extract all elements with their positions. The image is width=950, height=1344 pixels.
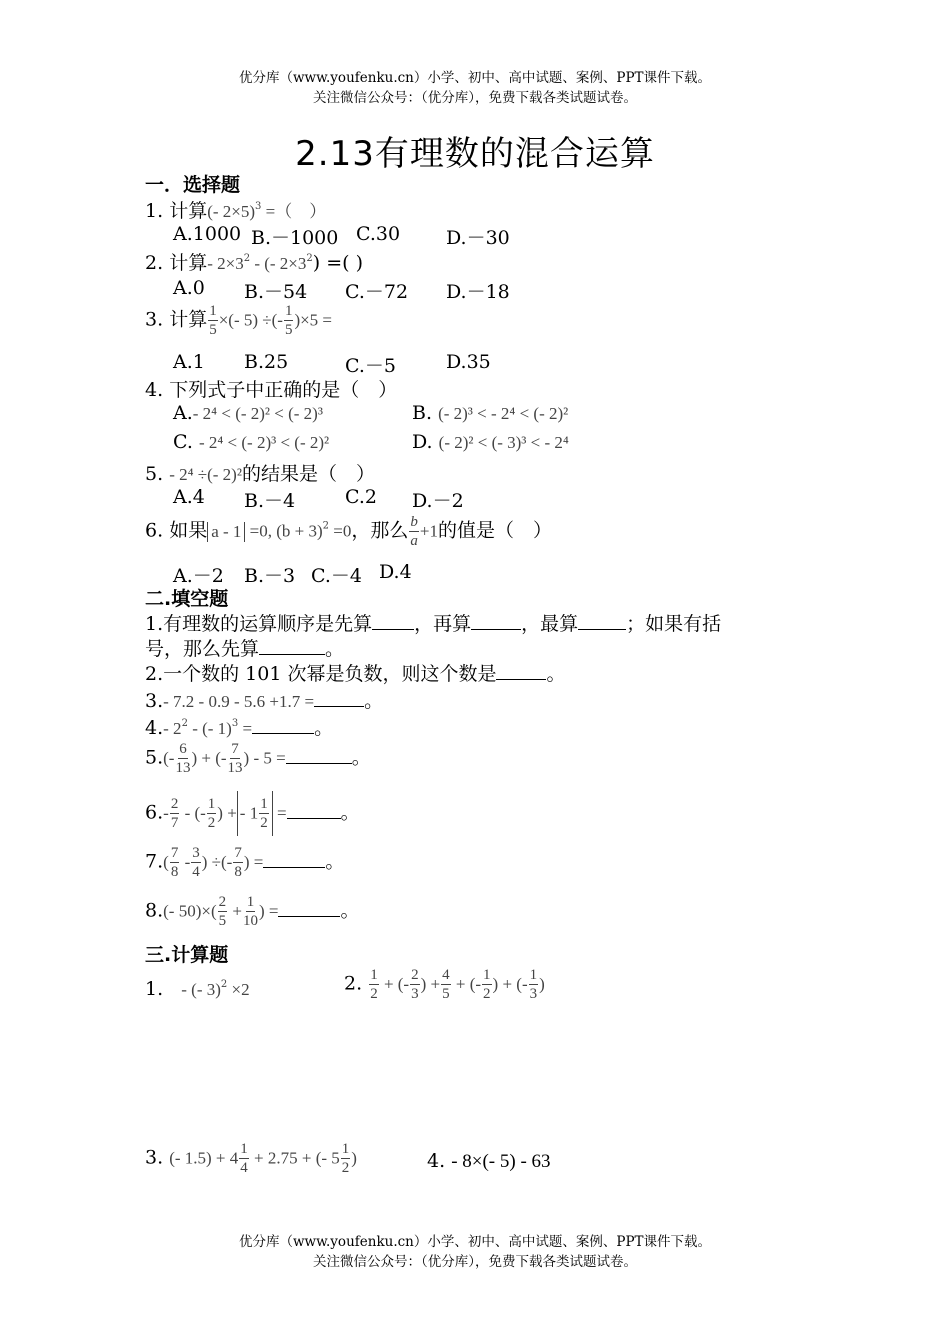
- question-number: 3.: [145, 308, 164, 331]
- calc-problem-4: 4. - 8×(- 5) - 63: [427, 1150, 551, 1172]
- absolute-value: - 1 $\frac{1}{2}$: [237, 791, 273, 836]
- q3-option-a: A.1: [173, 351, 205, 373]
- exponent: 3: [255, 201, 262, 212]
- answer-blank[interactable]: [259, 638, 325, 655]
- math-expression: - (- 2×3: [250, 254, 307, 273]
- question-text: 计算: [169, 200, 208, 222]
- fraction: $\frac{1}{2}$: [260, 796, 268, 831]
- math-tail: ) =( ): [312, 252, 364, 274]
- header-line-1: 优分库（www.youfenku.cn）小学、初中、高中试题、案例、PPT课件下载。: [238, 70, 712, 86]
- calc-problem-3: 3. (- 1.5) + 4 $\frac{1}{4}$ + 2.75 + (- 5 $\frac{1}{2}$ ): [145, 1141, 357, 1176]
- answer-blank[interactable]: [578, 613, 626, 630]
- q6-option-c: C.－4: [311, 565, 362, 587]
- q6-option-b: B.－3: [244, 565, 296, 587]
- header-line-2: 关注微信公众号：（优分库），免费下载各类试题试卷。: [313, 90, 637, 106]
- fraction: $\frac{1}{2}$: [370, 967, 378, 1002]
- exponent: 2: [306, 253, 313, 264]
- math-expression: =0: [329, 521, 352, 541]
- q4-option-c: C. - 2⁴ < (- 2)³ < (- 2)²: [173, 431, 330, 453]
- question-text: 计算: [169, 308, 208, 331]
- fill-question-6: 6.- $\frac{2}{7}$ - (- $\frac{1}{2}$ ) + - 1 $\frac{1}{2}$ = 。: [145, 791, 360, 836]
- q5-option-b: B.－4: [244, 490, 296, 512]
- math-expression: (- 2×5): [207, 202, 256, 221]
- footer-line-2: 关注微信公众号：（优分库），免费下载各类试题试卷。: [313, 1254, 637, 1270]
- q2-option-a: A.0: [173, 277, 205, 299]
- absolute-value: a - 1: [207, 522, 245, 542]
- page-title: 2.13有理数的混合运算: [295, 134, 655, 174]
- footer-line-1: 优分库（www.youfenku.cn）小学、初中、高中试题、案例、PPT课件下载。: [238, 1234, 712, 1250]
- fraction: $\frac{1}{5}$: [284, 303, 293, 338]
- q6-option-d: D.4: [379, 561, 412, 583]
- calc-problem-2: 2. $\frac{1}{2}$ + (- $\frac{2}{3}$ ) + $\frac{4}{5}$ + (- $\frac{1}{2}$ ) + (- $\frac{1}{3}$ ): [344, 967, 545, 1002]
- q4-option-b: B. (- 2)³ < - 2⁴ < (- 2)²: [412, 402, 569, 424]
- answer-blank[interactable]: [286, 747, 352, 764]
- question-number: 6.: [145, 519, 164, 542]
- question-text: 的值是（ ）: [438, 519, 553, 542]
- answer-blank[interactable]: [287, 802, 341, 819]
- math-expression: +1: [419, 521, 438, 541]
- q1-option-c: C.30: [356, 223, 401, 245]
- section-heading-choice: 一．选择题: [145, 174, 241, 196]
- answer-blank[interactable]: [314, 690, 364, 707]
- question-number: 4.: [145, 379, 164, 401]
- q1-option-a: A.1000: [173, 223, 242, 245]
- question-5: [145, 459, 375, 486]
- question-text: 如果: [169, 519, 208, 542]
- fill-question-8: 8.(- 50)×( $\frac{2}{5}$ + $\frac{1}{10}$ ) = 。: [145, 894, 360, 929]
- exponent: 2: [322, 520, 330, 532]
- fill-question-2: 2.一个数的 101 次幂是负数，则这个数是 。: [145, 663, 566, 685]
- question-3: [145, 302, 332, 339]
- q3-option-c: C.－5: [345, 355, 396, 377]
- math-tail: =（ ）: [261, 202, 327, 221]
- answer-blank[interactable]: [252, 717, 314, 734]
- fraction: $\frac{1}{5}$: [209, 303, 217, 338]
- q5-option-c: C.2: [345, 486, 377, 508]
- fill-question-3: 3.- 7.2 - 0.9 - 5.6 +1.7 = 。: [145, 690, 384, 712]
- q2-option-b: B.－54: [244, 281, 308, 303]
- q4-option-a: A.- 2⁴ < (- 2)² < (- 2)³: [173, 402, 323, 424]
- q5-option-a: A.4: [173, 486, 205, 508]
- question-2: [145, 248, 363, 275]
- question-number: 2.: [145, 252, 164, 274]
- q1-option-b: B.－1000: [251, 227, 339, 249]
- fill-question-1-line-2: 号，那么先算 。: [145, 638, 345, 660]
- exponent: 2: [243, 253, 251, 264]
- section-heading-fill: 二.填空题: [145, 588, 229, 610]
- q3-option-b: B.25: [244, 351, 289, 373]
- question-6: [145, 513, 552, 550]
- section-heading-calc: 三.计算题: [145, 944, 229, 966]
- question-number: 5.: [145, 463, 164, 485]
- question-number: 1.: [145, 200, 164, 222]
- fraction: $\frac{1}{4}$: [240, 1141, 248, 1176]
- question-text: 计算: [169, 252, 208, 274]
- fill-question-7: 7.( $\frac{7}{8}$ - $\frac{3}{4}$ ) ÷(- $\frac{7}{8}$ ) = 。: [145, 845, 345, 880]
- fill-question-5: 5.(- $\frac{6}{13}$ ) + (- $\frac{7}{13}$ ) - 5 = 。: [145, 741, 371, 776]
- fraction: $\frac{1}{2}$: [207, 796, 216, 831]
- answer-blank[interactable]: [471, 613, 521, 630]
- math-expression: - 2⁴ ÷(- 2)²: [169, 465, 242, 484]
- fill-question-4: 4.- $2^2$ - (- 1)$^3$ = 。: [145, 717, 334, 739]
- math-tail: )×5 =: [294, 310, 333, 330]
- answer-blank[interactable]: [278, 900, 340, 917]
- math-expression: - 7.2 - 0.9 - 5.6 +1.7 =: [163, 692, 315, 711]
- math-expression: =0, (b + 3): [245, 521, 323, 541]
- fraction: $\frac{7}{8}$: [234, 845, 242, 880]
- question-text: ，那么: [351, 519, 409, 542]
- q5-option-d: D.－2: [412, 490, 464, 512]
- fraction: $\frac{2}{3}$: [411, 967, 419, 1002]
- question-4: [145, 375, 397, 402]
- fraction: $\frac{7}{8}$: [170, 845, 179, 880]
- question-1: [145, 196, 326, 223]
- fraction: $\frac{1}{2}$: [483, 967, 491, 1002]
- q4-option-d: D. (- 2)² < (- 3)³ < - 2⁴: [412, 431, 569, 453]
- fraction: $\frac{4}{5}$: [442, 967, 450, 1002]
- answer-blank[interactable]: [496, 663, 546, 680]
- question-text: 下列式子中正确的是（ ）: [169, 379, 398, 401]
- fraction: $\frac{1}{3}$: [529, 967, 538, 1002]
- q2-option-d: D.－18: [446, 281, 510, 303]
- fraction: $\frac{2}{5}$: [218, 894, 227, 929]
- calc-problem-1: 1. - (- 3)$^2$ ×2: [145, 978, 250, 1000]
- q3-option-d: D.35: [446, 351, 491, 373]
- fraction: $\frac{7}{13}$: [227, 741, 243, 776]
- fraction: $\frac{3}{4}$: [192, 845, 200, 880]
- math-expression: - 2×3: [207, 254, 244, 273]
- fraction: $\frac{1}{10}$: [242, 894, 258, 929]
- answer-blank[interactable]: [263, 851, 325, 868]
- question-text: 的结果是（ ）: [241, 463, 375, 485]
- fraction: $\frac{6}{13}$: [175, 741, 191, 776]
- answer-blank[interactable]: [372, 613, 414, 630]
- fraction: $\frac{1}{2}$: [341, 1141, 350, 1176]
- q6-option-a: A.－2: [173, 565, 224, 587]
- math-expression: ×(- 5) ÷(-: [218, 310, 283, 330]
- fraction: $\frac{2}{7}$: [170, 796, 179, 831]
- q1-option-d: D.－30: [446, 227, 510, 249]
- fill-question-1-line-1: 1.有理数的运算顺序是先算 ，再算 ，最算 ；如果有括: [145, 613, 722, 635]
- fraction: $\frac{b}{a}$: [410, 514, 418, 549]
- q2-option-c: C.－72: [345, 281, 409, 303]
